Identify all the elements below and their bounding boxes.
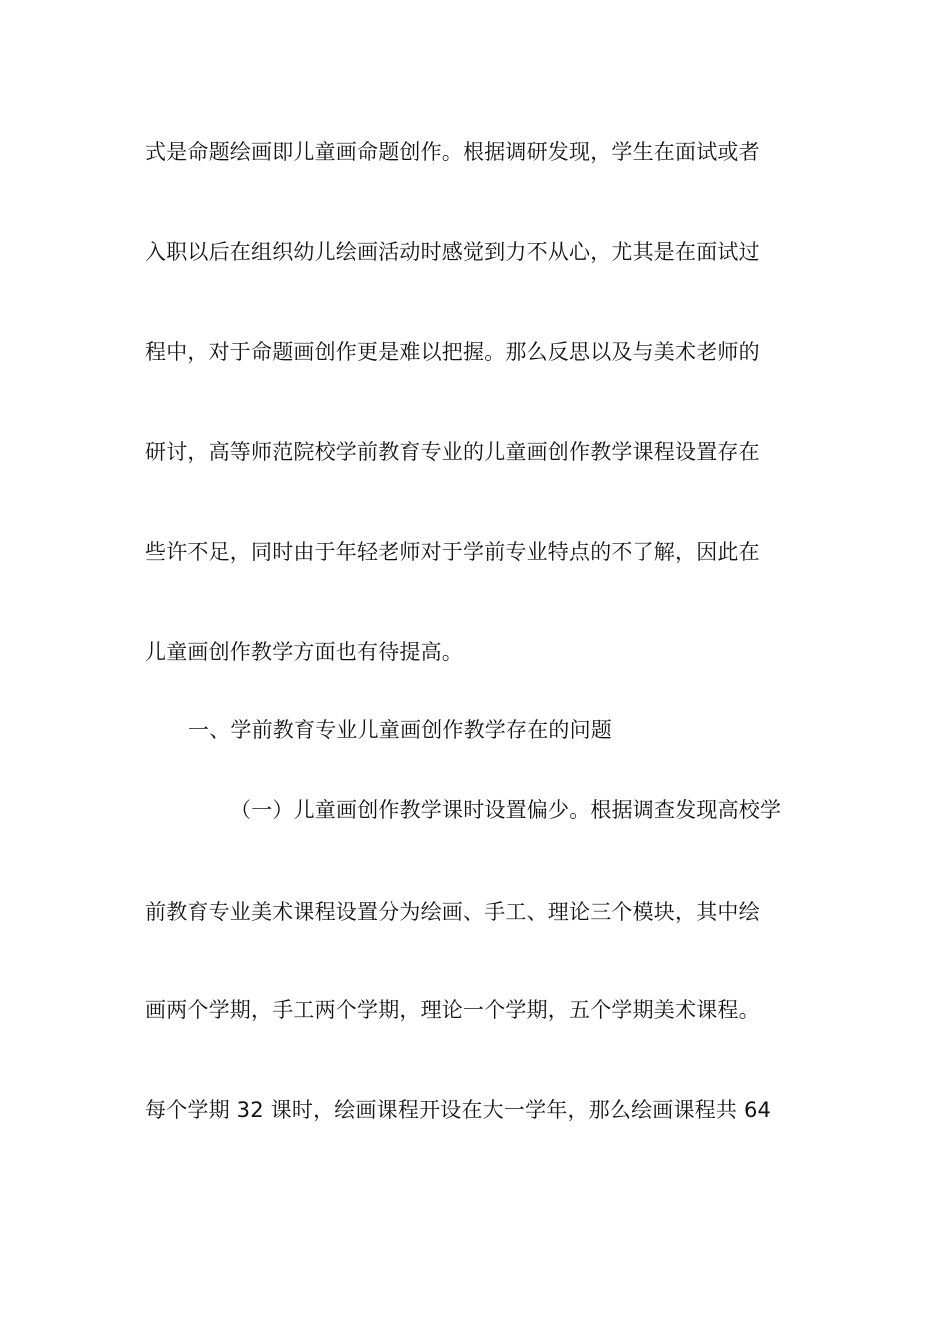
paragraph-line: 研讨，高等师范院校学前教育专业的儿童画创作教学课程设置存在: [145, 440, 760, 464]
subsection-first-line: （一）儿童画创作教学课时设置偏少。根据调查发现高校学: [230, 798, 782, 822]
paragraph-line: 儿童画创作教学方面也有待提高。: [145, 640, 463, 664]
section-heading: 一、学前教育专业儿童画创作教学存在的问题: [188, 718, 612, 742]
paragraph-line: 些许不足，同时由于年轻老师对于学前专业特点的不了解，因此在: [145, 540, 760, 564]
paragraph-line: 入职以后在组织幼儿绘画活动时感觉到力不从心，尤其是在面试过: [145, 240, 760, 264]
paragraph-line: 前教育专业美术课程设置分为绘画、手工、理论三个模块，其中绘: [145, 900, 760, 924]
paragraph-line: 式是命题绘画即儿童画命题创作。根据调研发现，学生在面试或者: [145, 140, 760, 164]
paragraph-line: 画两个学期，手工两个学期，理论一个学期，五个学期美术课程。: [145, 998, 760, 1022]
paragraph-line: 程中，对于命题画创作更是难以把握。那么反思以及与美术老师的: [145, 340, 760, 364]
paragraph-line: 每个学期 32 课时，绘画课程开设在大一学年，那么绘画课程共 64: [145, 1098, 772, 1122]
